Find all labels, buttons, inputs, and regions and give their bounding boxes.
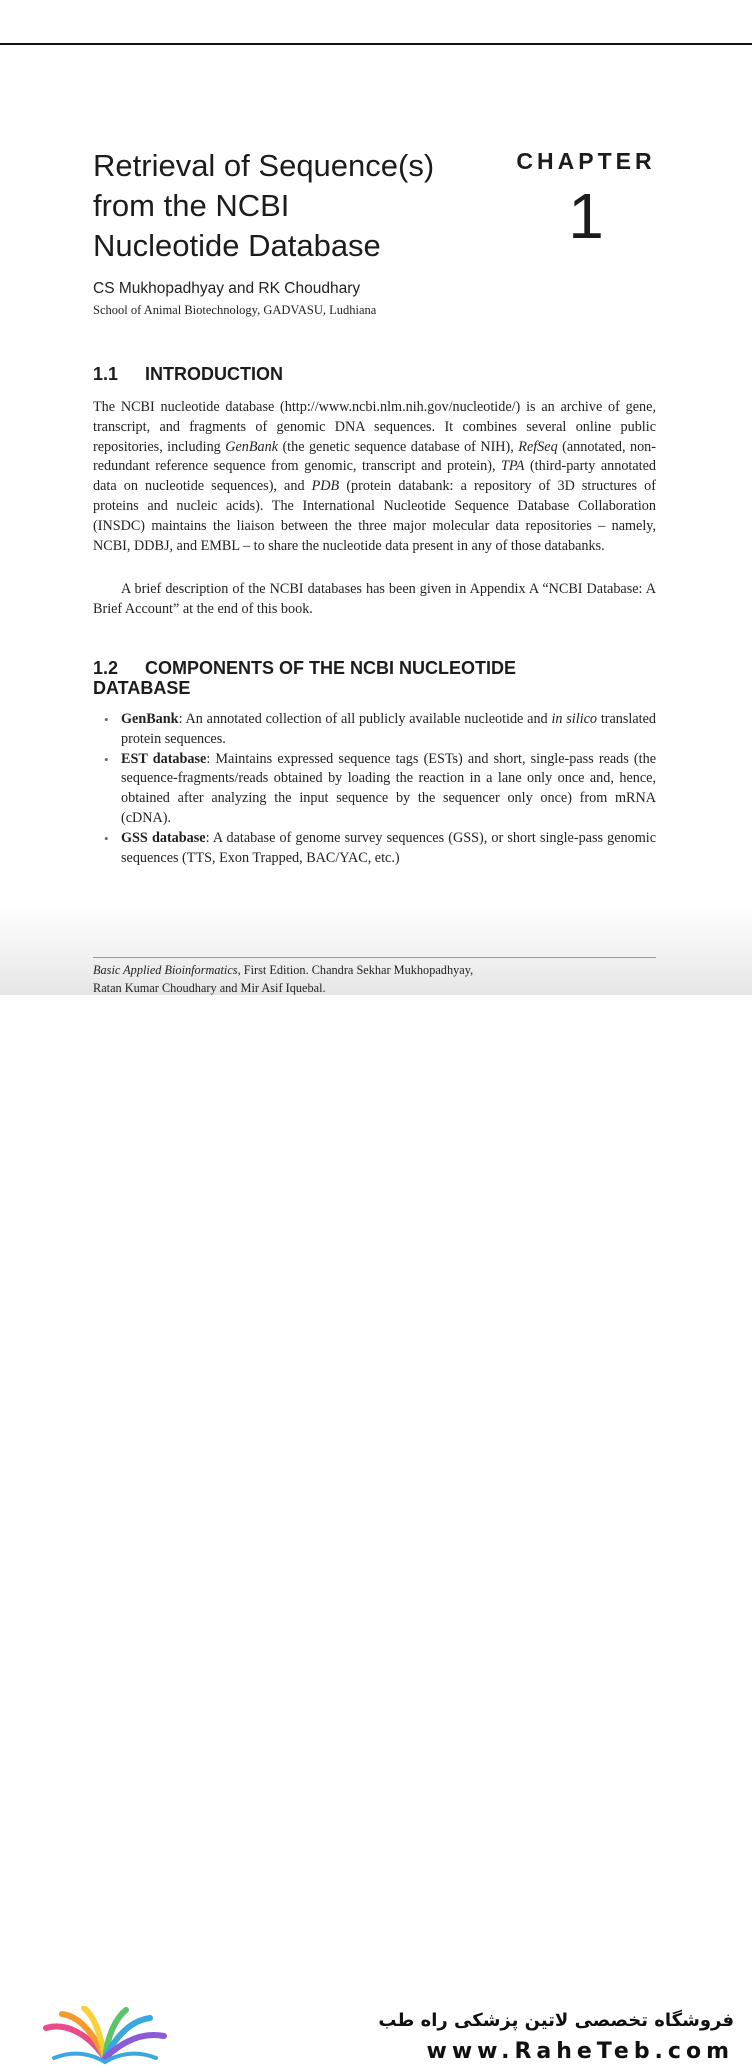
list-term: GSS database xyxy=(121,829,206,846)
header-rule xyxy=(0,43,752,45)
pdb-italic: PDB xyxy=(311,478,340,495)
appendix-paragraph: A brief description of the NCBI databases has been given in Appendix A “NCBI Database: A Brief Account” at the end of this book. xyxy=(93,581,656,617)
list-term: GenBank xyxy=(121,711,179,727)
text-run: (protein databank: a repository of 3D structures of proteins and nucleic acids). The International Nucleotide Sequence Database Collaboration (INSDC) maintains the liaison between the three major molecular data repositories – namely, NCBI, DDBJ, and EMBL – to share the nucleotide data present in any of those databanks. xyxy=(93,478,656,554)
section-title-continued: DATABASE xyxy=(93,678,191,698)
list-item xyxy=(104,710,656,750)
list-text: translated protein sequences. xyxy=(121,711,656,747)
section-title: COMPONENTS OF THE NCBI NUCLEOTIDE xyxy=(145,658,517,678)
section-title: INTRODUCTION xyxy=(145,364,283,384)
text-run: (annotated, non-redundant reference sequence from genomic, transcript and protein), xyxy=(93,438,656,475)
footnote xyxy=(93,961,656,997)
shop-name: فروشگاه تخصصی لاتین پزشکی راه طب xyxy=(378,2010,734,2031)
advert-banner xyxy=(0,996,752,2064)
intro-paragraph xyxy=(93,398,656,556)
bullet-icon: • xyxy=(104,830,109,846)
refseq-italic: RefSeq xyxy=(518,438,558,455)
chapter-title-line: Nucleotide Database xyxy=(93,228,381,263)
genbank-italic: GenBank xyxy=(225,438,279,455)
chapter-label: CHAPTER xyxy=(516,148,656,174)
book-title: Basic Applied Bioinformatics xyxy=(93,963,238,977)
chapter-title-line: Retrieval of Sequence(s) xyxy=(93,148,435,183)
book-fan-logo-icon xyxy=(40,2006,170,2066)
chapter-title-line: from the NCBI xyxy=(93,188,290,223)
section-number: 1.1 xyxy=(93,364,119,384)
components-list xyxy=(104,710,656,868)
list-item xyxy=(104,829,656,869)
section-heading-components xyxy=(93,658,663,698)
tpa-italic: TPA xyxy=(501,458,525,475)
list-term: EST database xyxy=(121,750,207,767)
site-url-link[interactable]: www.RaheTeb.com xyxy=(426,2039,734,2064)
list-text: : An annotated collection of all publicly available nucleotide and xyxy=(178,711,552,727)
footnote-rule xyxy=(93,957,656,958)
section-heading-introduction xyxy=(93,364,663,384)
footnote-text: Ratan Kumar Choudhary and Mir Asif Iquebal. xyxy=(93,981,326,995)
list-text: : Maintains expressed sequence tags (ESTs) and short, single-pass reads (the sequence-fragments/reads obtained by loading the reaction in a lane only once and, hence, obtained after analyzing the input sequence by the sequencer only once) from mRNA (cDNA). xyxy=(121,750,656,826)
text-run: (the genetic sequence database of NIH), xyxy=(278,438,519,455)
footnote-text: , First Edition. Chandra Sekhar Mukhopadhyay, xyxy=(237,963,474,977)
text-run: (third-party annotated data on nucleotide sequences), and xyxy=(93,458,656,495)
text-run: The NCBI nucleotide database (http://www.ncbi.nlm.nih.gov/nucleotide/) is an archive of gene, transcript, and fragments of genomic DNA sequences. It combines several online public repositories, including xyxy=(93,399,656,455)
affiliation: School of Animal Biotechnology, GADVASU, Ludhiana xyxy=(93,303,377,317)
bullet-icon: • xyxy=(104,751,109,767)
bullet-icon: • xyxy=(104,712,109,727)
list-italic: in silico xyxy=(551,711,598,727)
list-item xyxy=(104,750,656,829)
list-text: : A database of genome survey sequences (GSS), or short single-pass genomic sequences (TTS, Exon Trapped, BAC/YAC, etc.) xyxy=(121,829,657,866)
chapter-number: 1 xyxy=(568,180,604,252)
section-number: 1.2 xyxy=(93,658,119,678)
authors: CS Mukhopadhyay and RK Choudhary xyxy=(93,280,361,297)
chapter-title xyxy=(93,146,503,266)
